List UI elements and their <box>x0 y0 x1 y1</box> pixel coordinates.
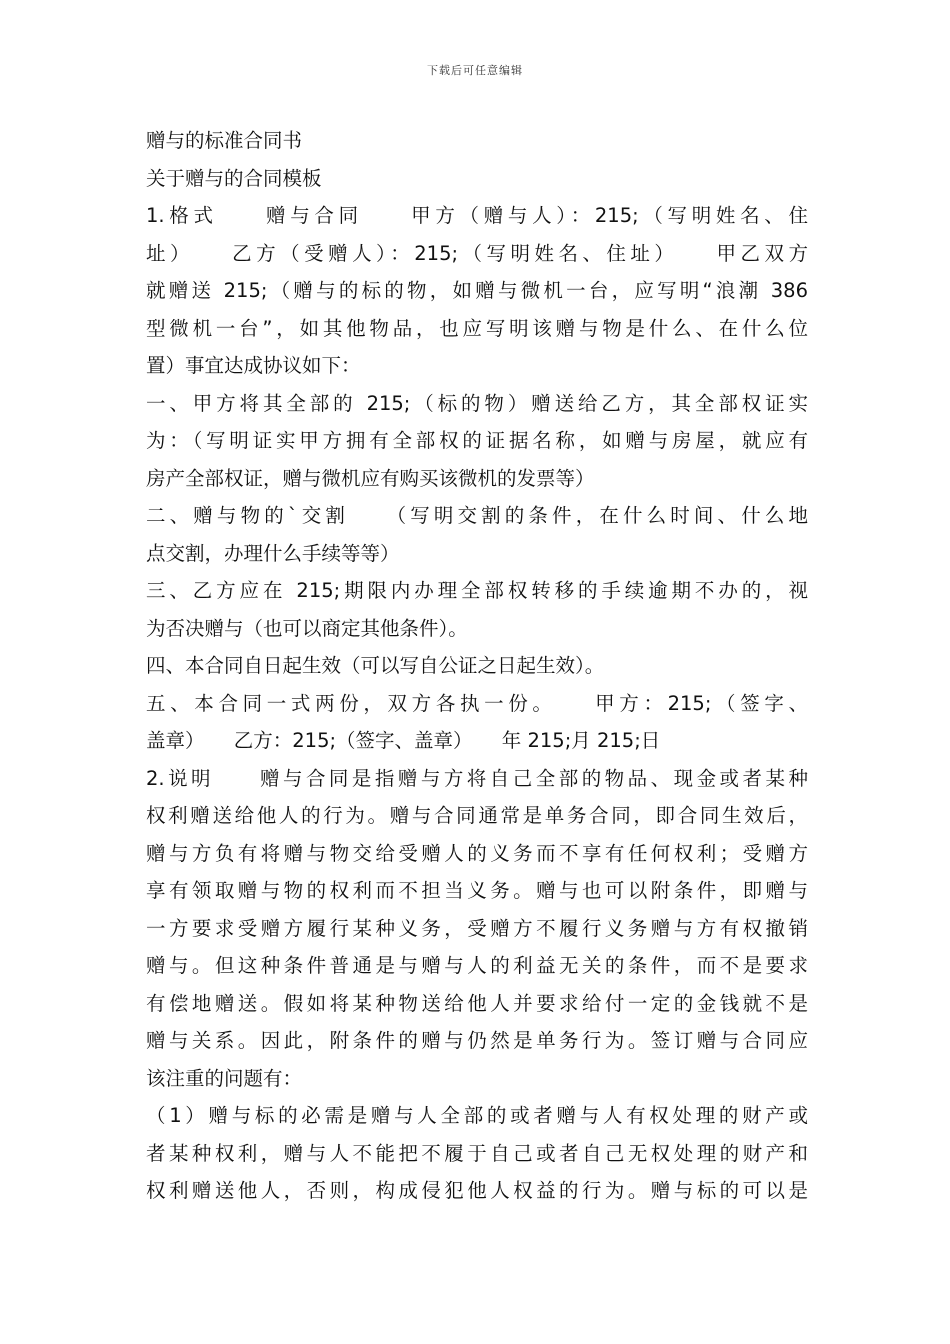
document-title: 赠与的标准合同书 <box>146 129 303 152</box>
paragraph-line: 址） 乙方（受赠人）：215;（写明姓名、住址） 甲乙双方 <box>146 241 808 265</box>
document-body <box>146 122 808 1210</box>
paragraph-line: 赠与关系。因此，附条件的赠与仍然是单务行为。签订赠与合同应 <box>146 1029 808 1052</box>
paragraph-line: 为：（写明证实甲方拥有全部权的证据名称，如赠与房屋，就应有 <box>146 429 808 452</box>
paragraph-line: 就赠送 215;（赠与的标的物，如赠与微机一台，应写明“浪潮 386 <box>146 279 808 302</box>
paragraph-line: 型微机一台”，如其他物品，也应写明该赠与物是什么、在什么位 <box>146 316 808 340</box>
paragraph-line: 权利赠送他人，否则，构成侵犯他人权益的行为。赠与标的可以是 <box>146 1179 808 1202</box>
paragraph-line: 三、乙方应在 215;期限内办理全部权转移的手续逾期不办的，视 <box>146 579 808 602</box>
paragraph-line: 为否决赠与（也可以商定其他条件）。 <box>146 616 468 640</box>
paragraph-line: 享有领取赠与物的权利而不担当义务。赠与也可以附条件，即赠与 <box>146 879 808 902</box>
paragraph-line: 该注重的问题有： <box>146 1066 303 1090</box>
paragraph-line: 者某种权利，赠与人不能把不履于自己或者自己无权处理的财产和 <box>146 1141 808 1165</box>
paragraph-line: 权利赠送给他人的行为。赠与合同通常是单务合同，即合同生效后， <box>146 804 808 827</box>
paragraph-line: 房产全部权证，赠与微机应有购买该微机的发票等） <box>146 466 595 490</box>
paragraph-line: 2.说明 赠与合同是指赠与方将自己全部的物品、现金或者某种 <box>146 766 808 790</box>
paragraph-line: 二、赠与物的`交割 （写明交割的条件，在什么时间、什么地 <box>146 504 808 527</box>
paragraph-line: （1）赠与标的必需是赠与人全部的或者赠与人有权处理的财产或 <box>146 1104 808 1127</box>
paragraph-line: 置）事宜达成协议如下： <box>146 354 361 377</box>
paragraph-line: 五、本合同一式两份，双方各执一份。 甲方：215;（签字、 <box>146 691 808 715</box>
paragraph-line: 1.格式 赠与合同 甲方（赠与人）：215;（写明姓名、住 <box>146 204 808 227</box>
paragraph-line: 点交割，办理什么手续等等） <box>146 541 400 565</box>
paragraph-line: 盖章） 乙方：215;（签字、盖章） 年 215;月 215;日 <box>146 729 661 752</box>
paragraph-line: 赠与。但这种条件普通是与赠与人的利益无关的条件，而不是要求 <box>146 954 808 977</box>
paragraph-line: 一、甲方将其全部的 215;（标的物）赠送给乙方，其全部权证实 <box>146 391 808 415</box>
document-subtitle: 关于赠与的合同模板 <box>146 166 322 190</box>
paragraph-line: 有偿地赠送。假如将某种物送给他人并要求给付一定的金钱就不是 <box>146 991 808 1015</box>
paragraph-line: 一方要求受赠方履行某种义务，受赠方不履行义务赠与方有权撤销 <box>146 916 808 940</box>
paragraph-line: 赠与方负有将赠与物交给受赠人的义务而不享有任何权利；受赠方 <box>146 841 808 865</box>
paragraph-line: 四、本合同自日起生效（可以写自公证之日起生效）。 <box>146 654 605 677</box>
page-header: 下载后可任意编辑 <box>427 64 523 77</box>
